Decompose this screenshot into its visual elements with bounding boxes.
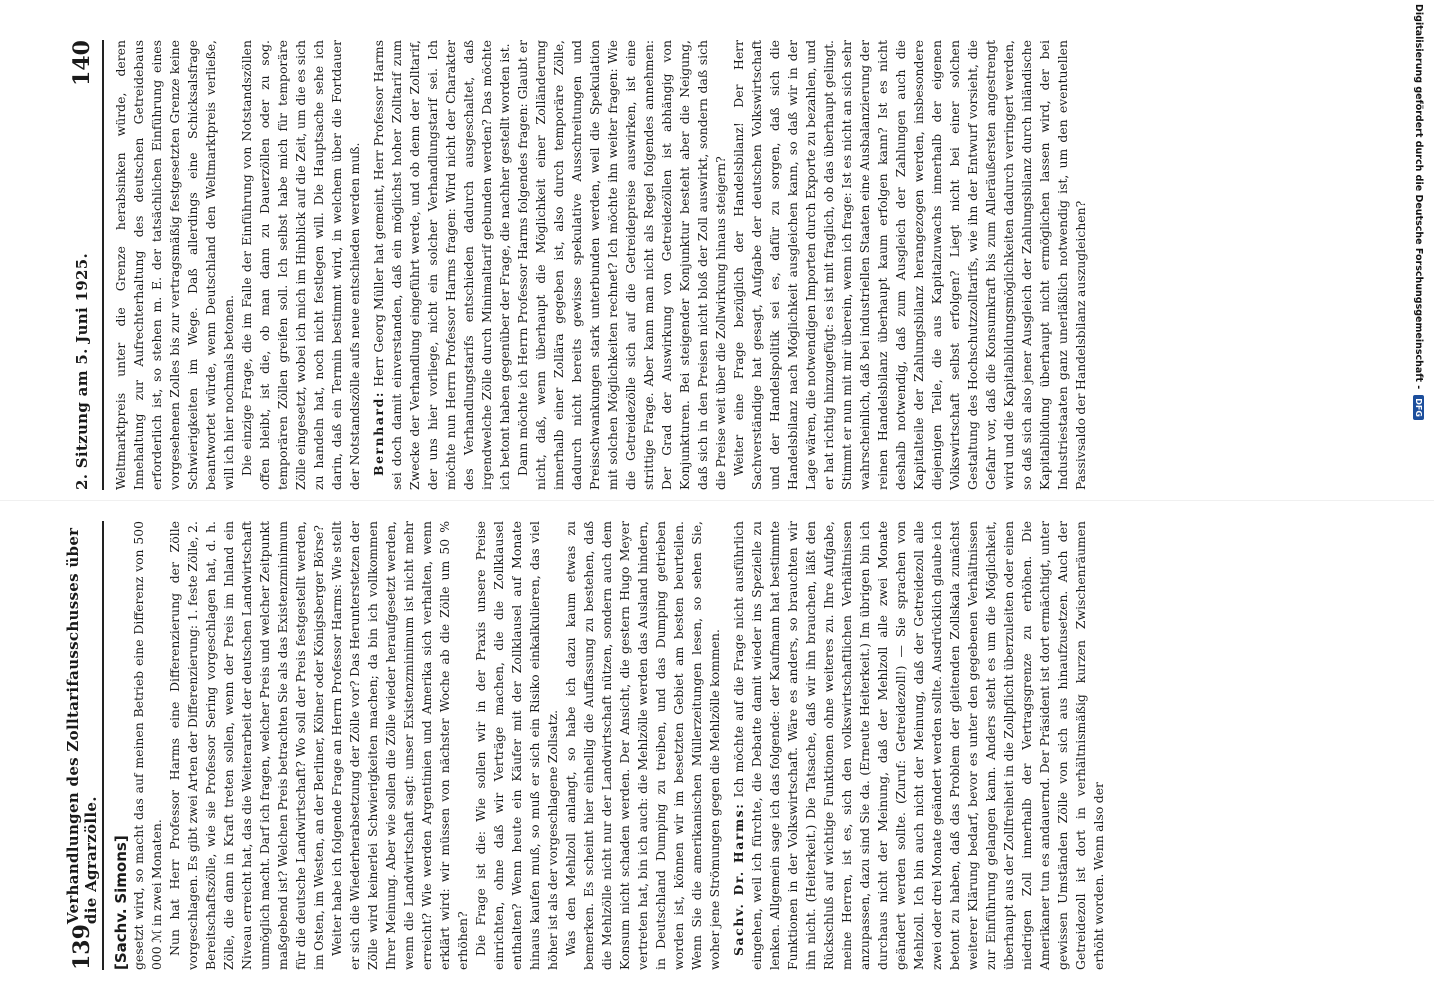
speaker-paragraph: [730, 521, 1108, 970]
paragraph: Weiter habe ich folgende Frage an Herrn Professor Harms: Wie stellt er sich die Wiederherabsetzung der Zölle vor? Das Herunterstetzen der Zölle wird keinerlei Schwierigkeiten machen; da bin ich vollkommen Ihrer Meinung. Aber wie sollen die Zölle wieder heraufgesetzt werden, wenn die Landwirtschaft sagt: unser Existenzminimum ist nicht mehr erreicht? Wie werden Argentinien und Amerika sich verhalten, wenn erklärt wird: wir müssen von nächster Woche ab die Zölle um 50 % erhöhen?: [329, 521, 470, 970]
paragraph: Dann möchte ich Herrn Professor Harms folgendes fragen: Glaubt er nicht, daß, wenn überhaupt die Möglichkeit einer Zolländerung innerhalb einer Zollära gegeben ist, also durch temporäre Zölle, dadurch nicht bereits gewisse spekulative Ausschreitungen und Preisschwankungen stark unterbunden werden, weil die Spekulation mit solchen Möglichkeiten rechnet? Ich möchte ihn weiter fragen: Wie die Getreidezölle sich auf die Getreidepreise auswirken, ist eine strittige Frage. Aber kann man nicht als Regel folgendes annehmen: Der Grad der Auswirkung von Getreidezöllen ist abhängig von Konjunkturen. Bei steigender Konjunktur besteht aber die Neigung, daß sich in den Preisen nicht bloß der Zoll auswirkt, sondern daß sich die Preise weit über die Zollwirkung hinaus steigern?: [515, 40, 728, 490]
page-number: 140: [69, 40, 95, 86]
paragraph: Die Frage ist die: Wie sollen wir in der Praxis unsere Preise einrichten, ohne daß wir Verträge machen, die die Zollklausel enthalten? Wenn heute ein Käufer mit der Zollklausel auf Monate hinaus kaufen muß, so muß er sich ein Risiko einkalkulieren, das viel höher ist als der vorgeschlagene Zollsatz.: [473, 521, 560, 970]
left-page: [0, 500, 1434, 1000]
running-title: 2. Sitzung am 5. Juni 1925.: [73, 253, 91, 490]
page-body: [112, 40, 1410, 490]
page-header: [62, 40, 104, 490]
paragraph: Nun hat Herr Professor Harms eine Differenzierung der Zölle vorgeschlagen. Es gibt zwei Arten der Differenzierung: 1. feste Zölle, 2. Bereitschaftszölle, wie sie Professor Sering vorgeschlagen hat, d. h. Zölle, die dann in Kraft treten sollen, wenn der Preis im Inland ein Niveau erreicht hat, das die Weiterarbeit der deutschen Landwirtschaft unmöglich macht. Darf ich fragen, welcher Preis und welcher Zeitpunkt maßgebend ist? Welchen Preis betrachten Sie als das Existenzminimum für die deutsche Landwirtschaft? Wo soll der Preis festgestellt werden, im Osten, im Westen, an der Berliner, Kölner oder Königsberger Börse?: [167, 521, 326, 970]
speaker-name: Bernhard:: [371, 390, 386, 476]
page-body: [112, 521, 1410, 970]
speaker-text: Ich möchte auf die Frage nicht ausführlich eingehen, weil ich fürchte, die Debatte damit wieder ins Spezielle zu lenken. Allgemein sage ich das folgende: der Kaufmann hat bestimmte Funktionen in der Volkswirtschaft. Wäre es anders, so brauchten wir ihn nicht. (Heiterkeit.) Die Tatsache, daß wir ihn brauchen, läßt den Rückschluß auf wichtige Funktionen ohne weiteres zu. Ihre Aufgabe, meine Herren, ist es, sich den volkswirtschaftlichen Verhältnissen anzupassen, dazu sind Sie da. (Erneute Heiterkeit.) Im übrigen bin ich durchaus nicht der Meinung, daß der Mehlzoll alle zwei Monate geändert werden sollte. (Zuruf: Getreidezoll!) — Sie sprachen von Mehlzoll. Ich bin auch nicht der Meinung, daß der Getreidezoll alle zwei oder drei Monate geändert werden sollte. Ausdrücklich glaube ich betont zu haben, daß das Problem der gleitenden Zollskala zunächst weiterer Klärung bedarf, bevor es unter den gegebenen Verhältnissen zur Einführung gelangen kann. Anders steht es um die Möglichkeit, überhaupt aus der Zollfreiheit in die Zollpflicht überzuleiten oder einen niedrigen Zoll innerhalb der Vertragsgrenze zu erhöhen. Die Amerikaner tun es andauernd. Der Präsident ist dort ermächtigt, unter gewissen Umständen Zölle von sich aus hinaufzusetzen. Auch der Getreidezoll ist dort in verhältnismäßig kurzen Zwischenräumen erhöht worden. Wenn also der: [731, 521, 1106, 970]
speaker-bracket: [Sachv. Simons]: [112, 835, 130, 970]
notice-text: Digitalisierung gefördert durch die Deutsche Forschungsgemeinschaft -: [1413, 4, 1424, 390]
paragraph: Was den Mehlzoll anlangt, so habe ich dazu kaum etwas zu bemerken. Es scheint hier einhellig die Auffassung zu bestehen, daß die Mehlzölle nicht nur der Landwirtschaft nützen, sondern auch dem Konsum nicht schaden werden. Der Ansicht, die gestern Hugo Meyer vertreten hat, bin ich auch: die Mehlzölle werden das Ausland hindern, in Deutschland Dumping zu treiben, und das Dumping getrieben worden ist, können wir im besetzten Gebiet am besten beurteilen. Wenn Sie die amerikanischen Müllerzeitungen lesen, so sehen Sie, woher jene Strömungen gegen die Mehlzölle kommen.: [563, 521, 722, 970]
running-title: Verhandlungen des Zolltarifausschusses über die Agrarzölle.: [64, 527, 100, 925]
paragraph: Weiter eine Frage bezüglich der Handelsbilanz! Der Herr Sachverständige hat gesagt, Aufgabe der deutschen Volkswirtschaft und der Handelspolitik sei es, dafür zu sorgen, daß sich die Handelsbilanz nach Möglichkeit ausgleichen kann, so daß wir in der Lage wären, die notwendigen Importen durch Exporte zu bezahlen, und er hat richtig hinzugefügt: es ist mit fraglich, ob das überhaupt gelingt. Stimmt er nun mit mir überein, wenn ich frage: Ist es nicht an sich sehr wahrscheinlich, daß bei industriellen Staaten eine Ausbalanzierung der reinen Handelsbilanz überhaupt kaum erfolgen kann? Ist es nicht deshalb notwendig, daß zum Ausgleich der Zahlungen auch die Kapitalteile der Zahlungsbilanz herangezogen werden, insbesondere diejenigen Teile, die aus Kapitalzuwachs innerhalb der eigenen Volkswirtschaft selbst erfolgen? Liegt nicht bei einer solchen Gestaltung des Hochschutzzolltarifs, wie ihn der Entwurf vorsieht, die Gefahr vor, daß die Konsumkraft bis zum Alleräußersten angestrengt wird und die Kapitalbildungsmöglichkeiten dadurch verringert werden, so daß sich also jener Ausgleich der Zahlungsbilanz durch inländische Kapitalbildung überhaupt nicht ermöglichen lassen wird, der bei Industriestaaten ganz unerläßlich notwendig ist, um den eventuellen Passivsaldo der Handelsbilanz auszugleichen?: [731, 40, 1088, 490]
speaker-text: Herr Georg Müller hat gemeint, Herr Professor Harms sei doch damit einverstanden, daß ein möglichst hoher Zolltarif zum Zwecke der Verhandlung eingeführt werde, und ob denn der Zolltarif, der uns hier vorliege, nicht ein solcher Verhandlungstarif sei. Ich möchte nun Herrn Professor Harms fragen: Wird nicht der Charakter des Verhandlungstarifs entschieden dadurch ausgeschaltet, daß irgendwelche Zölle durch Minimaltarif gebunden werden? Das möchte ich betont haben gegenüber der Frage, die nachher gestellt worden ist.: [371, 40, 512, 490]
paragraph: gesetzt wird, so macht das auf meinen Betrieb eine Differenz von 500 000 ℳ in zwei Monaten.: [131, 521, 164, 970]
page-number: 139: [69, 924, 95, 970]
speaker-name: Sachv. Dr. Harms:: [731, 802, 746, 956]
digitization-notice: [1413, 4, 1424, 420]
page-header: [62, 521, 104, 970]
paragraph: Weltmarktpreis unter die Grenze herabsinken würde, deren Innehaltung zur Aufrechterhaltung des deutschen Getreidebaus erforderlich ist, so stehen m. E. der tatsächlichen Einführung eines vorgesehenen Zolles bis zur vertragsmäßig festgesetzten Grenze keine Schwierigkeiten im Wege. Daß allerdings eine Schicksalsfrage beantwortet würde, wenn Deutschland den Weltmarktpreis verließe, will ich hier nochmals betonen.: [113, 40, 236, 490]
paragraph: Die einzige Frage, die im Falle der Einführung von Notstandszöllen offen bleibt, ist die, ob man dann zu Dauerzöllen oder zu sog. temporären Zöllen greifen soll. Ich selbst habe mich für temporäre Zölle eingesetzt, wobei ich mich im Hinblick auf die Zeit, um die es sich zu handeln hat, noch nicht festlegen will. Die Hauptsache sehe ich darin, daß ein Termin bestimmt wird, in welchem über die Fortdauer der Notstandszölle aufs neue entschieden werden muß.: [239, 40, 362, 490]
dfg-logo-icon: DFG: [1413, 395, 1424, 420]
speaker-paragraph: [370, 40, 514, 490]
